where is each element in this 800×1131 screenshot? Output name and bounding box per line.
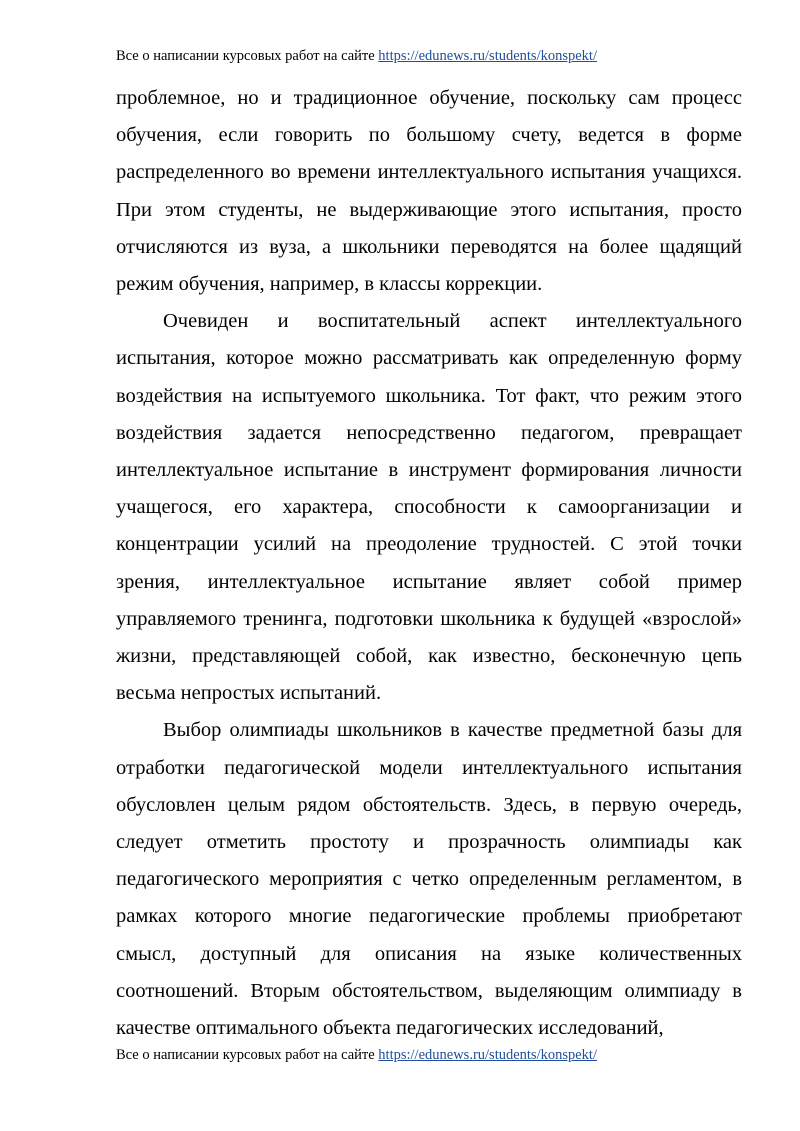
footer-link[interactable]: https://edunews.ru/students/konspekt/	[378, 1047, 597, 1063]
paragraph-3: Выбор олимпиады школьников в качестве предметной базы для отработки педагогической модели интеллектуального испытания обусловлен целым рядом обстоятельств. Здесь, в первую очередь, следует отметить простоту и прозрачность олимпиады как педагогического мероприятия с четко определенным регламентом, в рамках которого многие педагогические проблемы приобретают смысл, доступный для описания на языке количественных соотношений. Вторым обстоятельством, выделяющим олимпиаду в качестве оптимального объекта педагогических исследований,	[116, 719, 742, 1040]
paragraph-2: Очевиден и воспитательный аспект интеллектуального испытания, которое можно рассматривать как определенную форму воздействия на испытуемого школьника. Тот факт, что режим этого воздействия задается непосредственно педагогом, превращает интеллектуальное испытание в инструмент формирования личности учащегося, его характера, способности к самоорганизации и концентрации усилий на преодоление трудностей. С этой точки зрения, интеллектуальное испытание являет собой пример управляемого тренинга, подготовки школьника к будущей «взрослой» жизни, представляющей собой, как известно, бесконечную цепь весьма непростых испытаний.	[116, 310, 742, 705]
header-text: Все о написании курсовых работ на сайте	[116, 48, 379, 64]
page-footer	[116, 1046, 597, 1064]
body-text	[116, 80, 742, 1047]
paragraph-1: проблемное, но и традиционное обучение, поскольку сам процесс обучения, если говорить по большому счету, ведется в форме распределенного во времени интеллектуального испытания учащихся. При этом студенты, не выдерживающие этого испытания, просто отчисляются из вуза, а школьники переводятся на более щадящий режим обучения, например, в классы коррекции.	[116, 87, 742, 296]
footer-text: Все о написании курсовых работ на сайте	[116, 1047, 379, 1063]
header-link[interactable]: https://edunews.ru/students/konspekt/	[378, 48, 597, 64]
page-header	[116, 47, 597, 65]
